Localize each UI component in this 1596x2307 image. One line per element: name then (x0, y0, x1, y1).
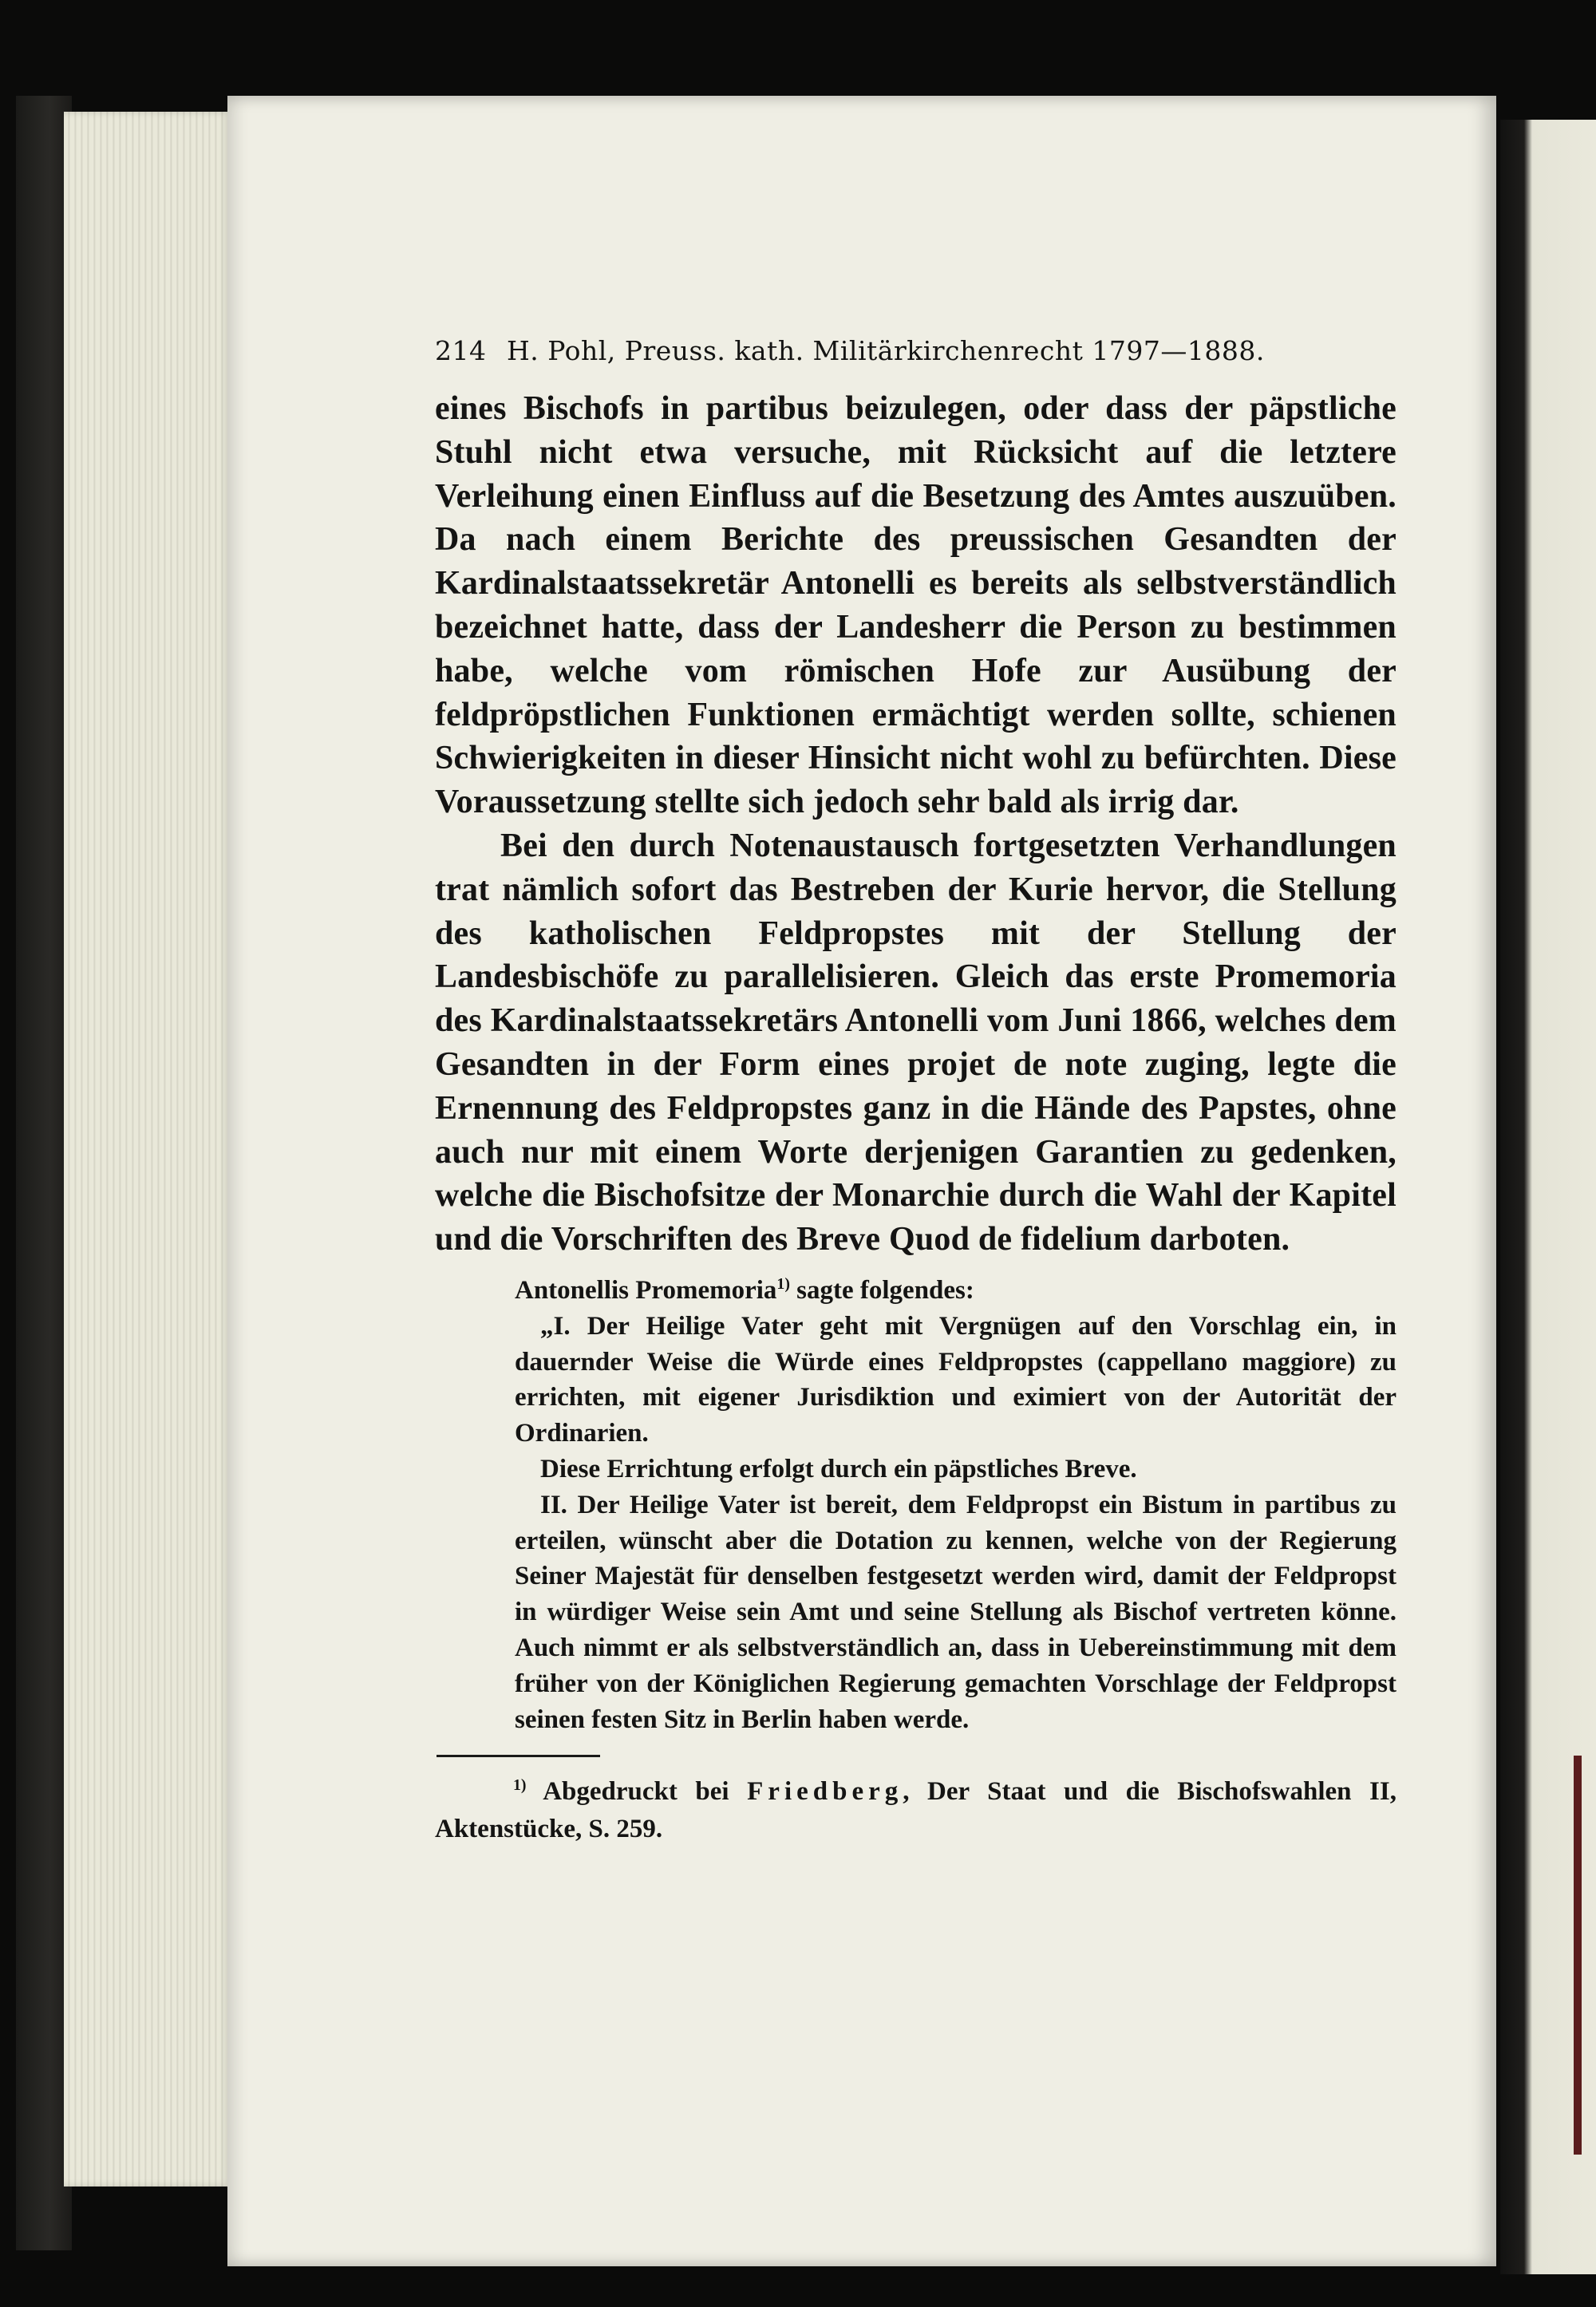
footnote-pre: Abgedruckt bei (526, 1777, 748, 1807)
footnote-post: , Der Staat und die Bischofswahlen II, Aktenstücke, S. 259. (435, 1777, 1396, 1844)
main-text (435, 387, 1396, 1262)
page-content (435, 335, 1396, 1848)
footnote-divider (437, 1755, 600, 1757)
quote-intro (515, 1266, 1396, 1309)
quote-item-1b: Diese Errichtung erfolgt durch ein päpstliches Breve. (540, 1454, 1137, 1483)
quote-item-2: II. Der Heilige Vater ist bereit, dem Feldpropst ein Bistum in partibus zu erteilen, wünscht aber die Dotation zu kennen, welche von der Regierung Seiner Majestät für denselben festgesetzt werden wird, damit der Feldpropst in würdiger Weise sein Amt und seine Stellung als Bischof vertreten könne. Auch nimmt er als selbstverständlich an, dass in Uebereinstimmung mit dem früher von der Königlichen Regierung gemachten Vorschlage der Feldpropst seinen festen Sitz in Berlin haben werde. (515, 1490, 1396, 1734)
page-number: 214 (435, 335, 487, 366)
footnote-ref: 1) (776, 1274, 790, 1293)
quoted-promemoria (515, 1266, 1396, 1737)
page-stack-edges (64, 112, 231, 2187)
footnote-author: Friedberg (747, 1777, 903, 1807)
page-header (435, 335, 1396, 366)
spine-marker (1574, 1756, 1582, 2155)
next-page-edge (1500, 120, 1596, 2274)
quote-intro-text-end: sagte folgendes: (789, 1275, 974, 1305)
footnote-text (435, 1767, 1396, 1848)
footnote-marker: 1) (513, 1776, 527, 1795)
paragraph-2: Bei den durch Notenaustausch fortgesetzten Verhandlungen trat nämlich sofort das Bestreben der Kurie hervor, die Stellung des katholischen Feldpropstes mit der Stellung der Landesbischöfe zu parallelisieren. Gleich das erste Promemoria des Kardinalstaatssekretärs Antonelli vom Juni 1866, welches dem Gesandten in der Form eines projet de note zuging, legte die Ernennung des Feldpropstes ganz in die Hände des Papstes, ohne auch nur mit einem Worte derjenigen Garantien zu gedenken, welche die Bischofsitze der Monarchie durch die Wahl der Kapitel und die Vorschriften des Breve Quod de fidelium darboten. (435, 827, 1396, 1258)
running-title: H. Pohl, Preuss. kath. Militärkirchenrecht 1797—1888. (507, 335, 1265, 366)
quote-item-1: „I. Der Heilige Vater geht mit Vergnügen auf den Vorschlag ein, in dauernder Weise die Würde eines Feldpropstes (cappellano maggiore) zu errichten, mit eigener Jurisdiktion und eximiert von der Autorität der Ordinarien. (515, 1311, 1396, 1448)
footnote (435, 1767, 1396, 1848)
paragraph-1: eines Bischofs in partibus beizulegen, oder dass der päpstliche Stuhl nicht etwa versuche, mit Rücksicht auf die letztere Verleihung einen Einfluss auf die Besetzung des Amtes auszuüben. Da nach einem Berichte des preussischen Gesandten der Kardinalstaatssekretär Antonelli es bereits als selbstverständlich bezeichnet hatte, dass der Landesherr die Person zu bestimmen habe, welche vom römischen Hofe zur Ausübung der feldpröpstlichen Funktionen ermächtigt werden sollte, schienen Schwierigkeiten in dieser Hinsicht nicht wohl zu befürchten. Diese Voraussetzung stellte sich jedoch sehr bald als irrig dar. (435, 390, 1396, 821)
quote-intro-text: Antonellis Promemoria (515, 1275, 777, 1305)
